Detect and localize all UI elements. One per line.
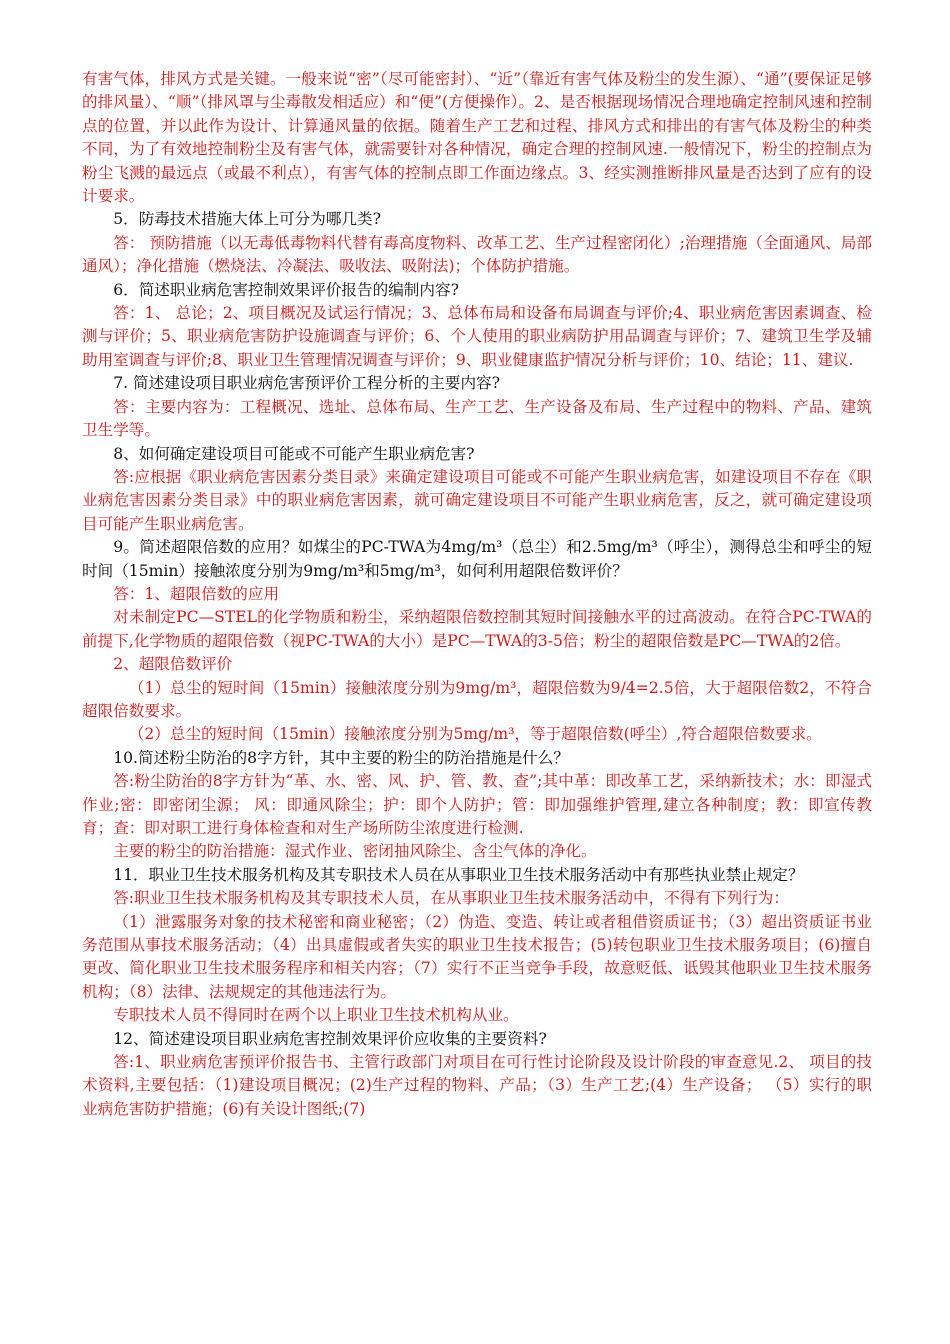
document-body [82,68,872,1121]
answer-paragraph: 答：1、 总论；2、项目概况及试运行情况；3、总体布局和设备布局调查与评价;4、职业病危害因素调查、检测与评价；5、职业病危害防护设施调查与评价；6、个人使用的职业病防护用品调查与评价；7、建筑卫生学及辅助用室调查与评价;8、职业卫生管理情况调查与评价；9、职业健康监护情况分析与评价；10、结论；11、建议. [82,304,872,369]
answer-paragraph: （1）总尘的短时间（15min）接触浓度分别为9mg/m³，超限倍数为9/4=2.5倍，大于超限倍数2，不符合超限倍数要求。 [82,678,872,720]
answer-paragraph: 有害气体，排风方式是关键。一般来说“密”（尽可能密封）、“近”（靠近有害气体及粉尘的发生源）、“通”(要保证足够的排风量）、“顺”（排风罩与尘毒散发相适应）和“便”(方便操作）。2、是否根据现场情况合理地确定控制风速和控制点的位置，并以此作为设计、计算通风量的依据。随着生产工艺和过程、排风方式和排出的有害气体及粉尘的种类不同，为了有效地控制粉尘及有害气体，就需要针对各种情况，确定合理的控制风速.一般情况下，粉尘的控制点为粉尘飞溅的最远点（或最不利点），有害气体的控制点即工作面边缘点。3、经实测推断排风量是否达到了应有的设计要求。 [82,70,872,206]
answer-paragraph: 对未制定PC—STEL的化学物质和粉尘，采纳超限倍数控制其短时间接触水平的过高波动。在符合PC-TWA的前提下,化学物质的超限倍数（视PC-TWA的大小）是PC—TWA的3-5倍；粉尘的超限倍数是PC—TWA的2倍。 [82,608,872,650]
answer-paragraph: （2）总尘的短时间（15min）接触浓度分别为5mg/m³，等于超限倍数(呼尘）,符合超限倍数要求。 [128,725,822,744]
answer-paragraph: 主要的粉尘的防治措施：湿式作业、密闭抽风除尘、含尘气体的净化。 [113,842,597,861]
answer-paragraph: 答：主要内容为：工程概况、选址、总体布局、生产工艺、生产设备及布局、生产过程中的物料、产品、建筑卫生学等。 [82,397,872,440]
answer-paragraph: 答:应根据《职业病危害因素分类目录》来确定建设项目可能或不可能产生职业病危害，如建设项目不存在《职业病危害因素分类目录》中的职业病危害因素，就可确定建设项目不可能产生职业病危害，反之，就可确定建设项目可能产生职业病危害。 [82,467,872,533]
question-paragraph: 12、简述建设项目职业病危害控制效果评价应收集的主要资料? [113,1029,547,1048]
answer-paragraph: 答:职业卫生技术服务机构及其专职技术人员，在从事职业卫生技术服务活动中，不得有下列行为： [113,889,789,908]
answer-paragraph: （1）泄露服务对象的技术秘密和商业秘密；（2）伪造、变造、转让或者租借资质证书；（3）超出资质证书业务范围从事技术服务活动；（4）出具虚假或者失实的职业卫生技术报告；(5)转包职业卫生技术服务项目；(6)擅自更改、简化职业卫生技术服务程序和相关内容；（7）实行不正当竞争手段，故意贬低、诋毁其他职业卫生技术服务机构；（8）法律、法规规定的其他违法行为。 [82,912,872,1001]
question-paragraph: 9。简述超限倍数的应用？如煤尘的PC-TWA为4mg/m³（总尘）和2.5mg/m³（呼尘），测得总尘和呼尘的短时间（15min）接触浓度分别为9mg/m³和5mg/m³，如何利用超限倍数评价？ [82,538,872,580]
question-paragraph: 7. 简述建设项目职业病危害预评价工程分析的主要内容? [113,374,501,393]
answer-paragraph: 2、超限倍数评价 [113,655,233,674]
question-paragraph: 11．职业卫生技术服务机构及其专职技术人员在从事职业卫生技术服务活动中有那些执业禁止规定？ [113,865,804,884]
answer-paragraph: 答:1、职业病危害预评价报告书、主管行政部门对项目在可行性讨论阶段及设计阶段的审查意见.2、 项目的技术资料,主要包括：（1)建设项目概况；(2)生产过程的物料、产品；（3）生产工艺;(4）生产设备； （5）实行的职业病危害防护措施；(6)有关设计图纸;(7) [82,1053,872,1118]
question-paragraph: 6．简述职业病危害控制效果评价报告的编制内容? [113,280,459,299]
answer-paragraph: 答： 预防措施（以无毒低毒物料代替有毒高度物料、改革工艺、生产过程密闭化）;治理措施（全面通风、局部通风）；净化措施（燃烧法、冷凝法、吸收法、吸附法)；个体防护措施。 [82,233,872,276]
answer-paragraph: 答：1、超限倍数的应用 [113,584,280,603]
question-paragraph: 8、如何确定建设项目可能或不可能产生职业病危害? [113,444,475,463]
answer-paragraph: 专职技术人员不得同时在两个以上职业卫生技术机构从业。 [113,1006,519,1025]
answer-paragraph: 答:粉尘防治的8字方针为“革、水、密、风、护、管、教、查”;其中革：即改革工艺，采纳新技术；水：即湿式作业;密：即密闭尘源； 风：即通风除尘；护：即个人防护；管：即加强维护管理,建立各种制度；教：即宣传教育；查：即对职工进行身体检查和对生产场所防尘浓度进行检测. [82,772,872,837]
question-paragraph: 10.简述粉尘防治的8字方针，其中主要的粉尘的防治措施是什么？ [113,748,569,767]
question-paragraph: 5．防毒技术措施大体上可分为哪几类? [113,210,381,229]
